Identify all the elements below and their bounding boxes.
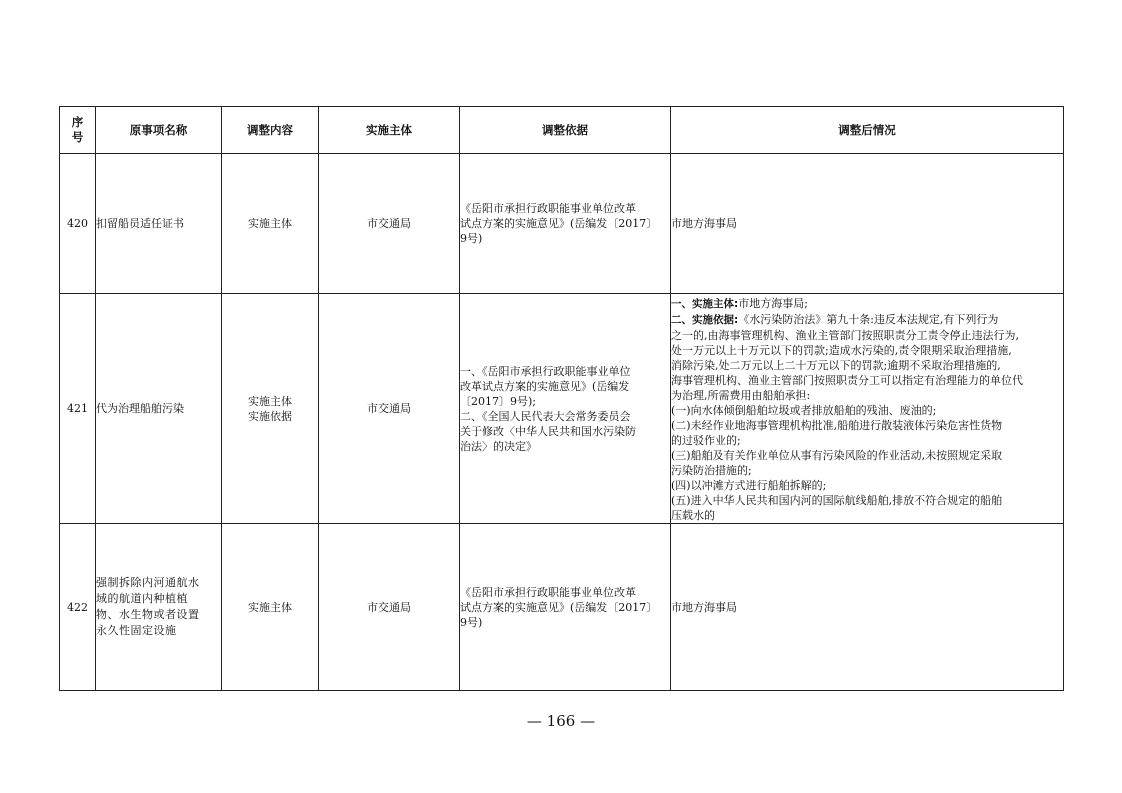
adjustment-table (59, 106, 1064, 691)
implementing-subject: 市交通局 (319, 524, 460, 691)
table-row (60, 294, 1064, 524)
adjust-content: 实施主体 实施依据 (222, 294, 319, 524)
table-header-row (60, 107, 1064, 154)
header-basis: 调整依据 (460, 107, 671, 154)
item-name: 强制拆除内河通航水 域的航道内种植植 物、水生物或者设置 永久性固定设施 (96, 524, 222, 691)
item-name: 扣留船员适任证书 (96, 154, 222, 294)
adjusted-result: 市地方海事局 (671, 524, 1064, 691)
result-basis-line: 二、实施依据:《水污染防治法》第九十条:违反本法规定,有下列行为 (671, 313, 999, 326)
header-subject: 实施主体 (319, 107, 460, 154)
result-subject-line: 一、实施主体:市地方海事局; (671, 297, 808, 310)
adjust-content: 实施主体 (222, 524, 319, 691)
adjusted-result: 一、实施主体:市地方海事局; 二、实施依据:《水污染防治法》第九十条:违反本法规定,有下列行为 之一的,由海事管理机构、渔业主管部门按照职责分工责令停止违法行为, 处一万元以上十万元以下的罚款;造成水污染的,责令限期采取治理措施, 消除污染,处二万元以上二十万元以下的罚款;逾期不采取治理措施的, 海事管理机构、渔业主管部门按照职责分工可以指定有治理能力的单位代 为治理,所需费用由船舶承担: (一)向水体倾倒船舶垃圾或者排放船舶的残油、废油的; (二)未经作业地海事管理机构批准,船舶进行散装液体污染危害性货物 的过驳作业的; (三)船舶及有关作业单位从事有污染风险的作业活动,未按照规定采取 污染防治措施的; (四)以冲滩方式进行船舶拆解的; (五)进入中华人民共和国内河的国际航线船舶,排放不符合规定的船舶 压载水的 (671, 294, 1064, 524)
adjust-content: 实施主体 (222, 154, 319, 294)
adjust-basis: 《岳阳市承担行政职能事业单位改革 试点方案的实施意见》(岳编发〔2017〕 9号) (460, 154, 671, 294)
implementing-subject: 市交通局 (319, 294, 460, 524)
item-name: 代为治理船舶污染 (96, 294, 222, 524)
adjusted-result: 市地方海事局 (671, 154, 1064, 294)
table-row (60, 154, 1064, 294)
table-row (60, 524, 1064, 691)
page-number: — 166 — (526, 712, 596, 730)
row-number: 422 (60, 524, 96, 691)
header-content: 调整内容 (222, 107, 319, 154)
row-number: 420 (60, 154, 96, 294)
adjust-basis: 《岳阳市承担行政职能事业单位改革 试点方案的实施意见》(岳编发〔2017〕 9号) (460, 524, 671, 691)
header-result: 调整后情况 (671, 107, 1064, 154)
header-seq: 序 号 (60, 107, 96, 154)
header-name: 原事项名称 (96, 107, 222, 154)
row-number: 421 (60, 294, 96, 524)
adjust-basis: 一、《岳阳市承担行政职能事业单位 改革试点方案的实施意见》(岳编发 〔2017〕9号); 二、《全国人民代表大会常务委员会 关于修改〈中华人民共和国水污染防 治法〉的决定》 (460, 294, 671, 524)
implementing-subject: 市交通局 (319, 154, 460, 294)
